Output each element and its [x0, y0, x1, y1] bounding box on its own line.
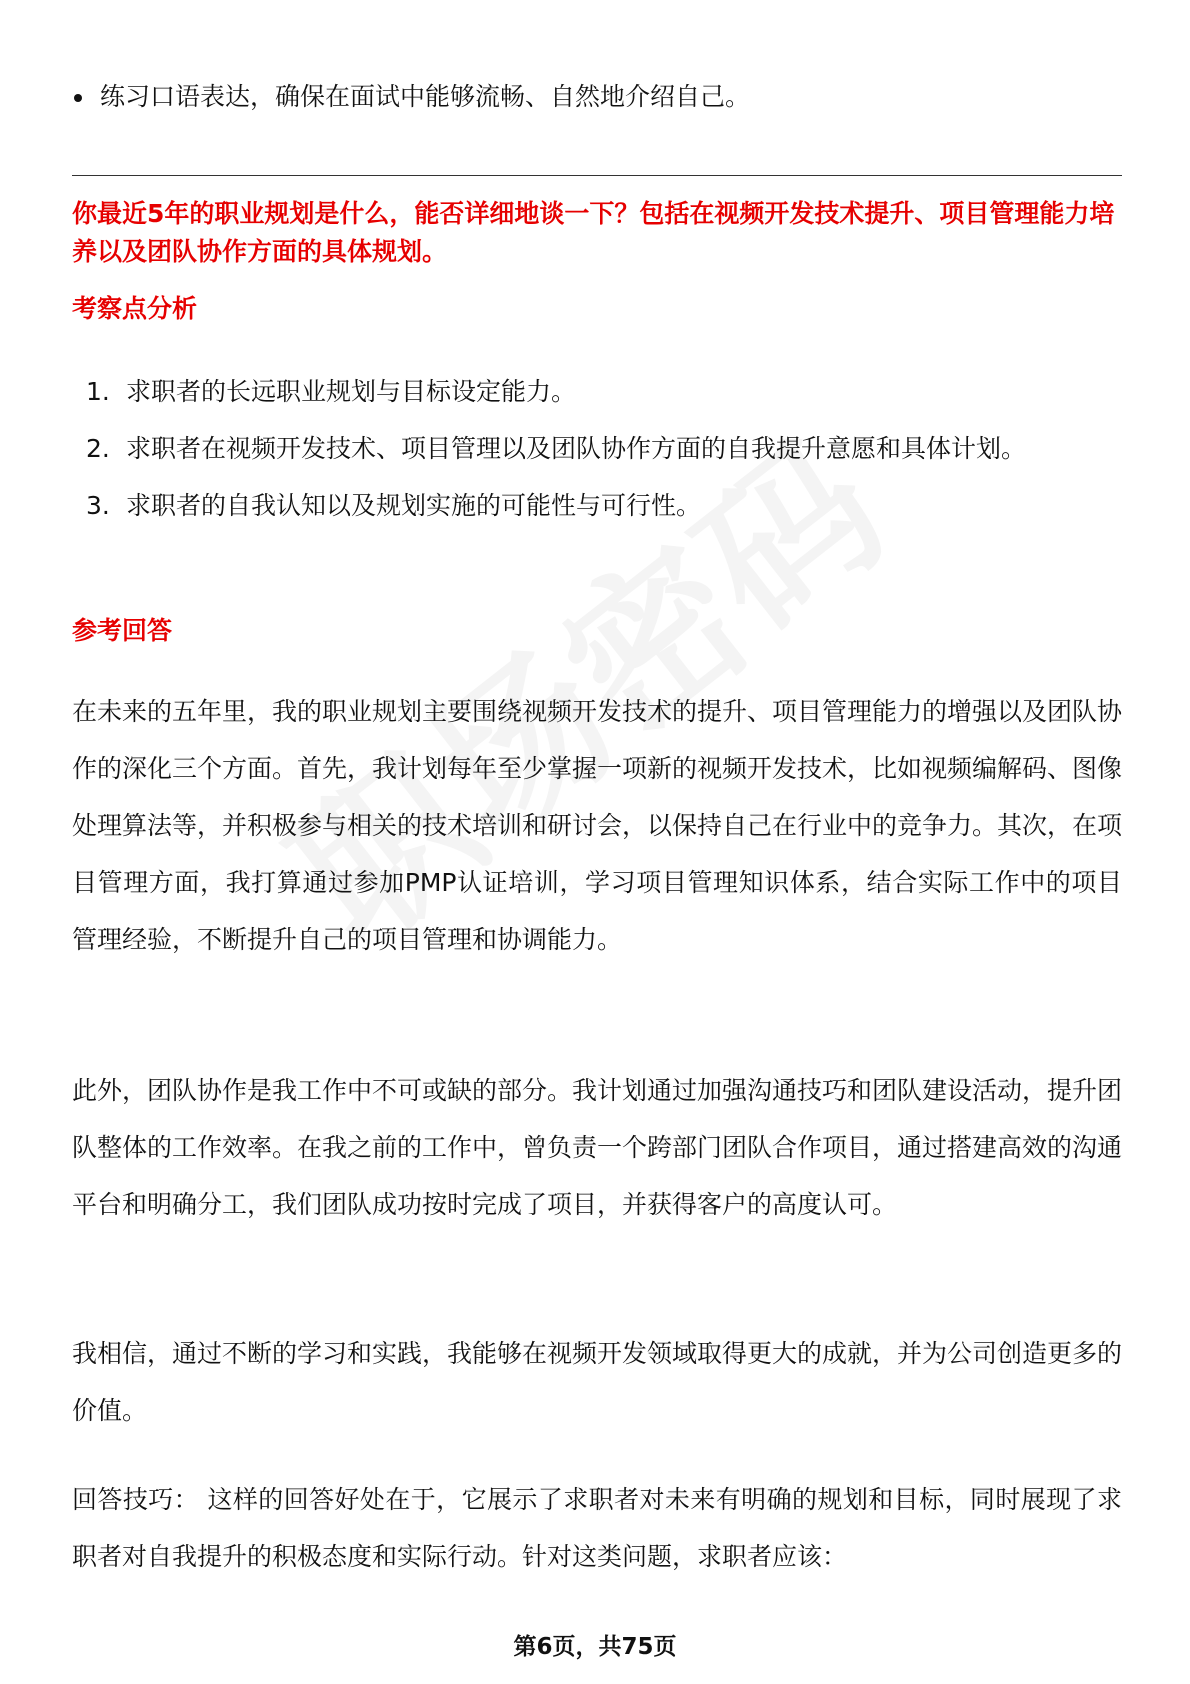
list-item-text: 求职者在视频开发技术、项目管理以及团队协作方面的自我提升意愿和具体计划。: [126, 434, 1027, 463]
bullet-item: 练习口语表达，确保在面试中能够流畅、自然地介绍自己。: [100, 78, 750, 116]
divider: [72, 175, 1122, 176]
answer-paragraph: 我相信，通过不断的学习和实践，我能够在视频开发领域取得更大的成就，并为公司创造更多的价值。: [72, 1339, 1123, 1425]
list-item-text: 求职者的长远职业规划与目标设定能力。: [126, 377, 577, 406]
list-number: 3.: [86, 491, 110, 520]
answer-paragraph: 在未来的五年里，我的职业规划主要围绕视频开发技术的提升、项目管理能力的增强以及团队协作的深化三个方面。首先，我计划每年至少掌握一项新的视频开发技术，比如视频编解码、图像处理算法等，并积极参与相关的技术培训和研讨会，以保持自己在行业中的竞争力。其次，在项目管理方面，我打算通过参加PMP认证培训，学习项目管理知识体系，结合实际工作中的项目管理经验，不断提升自己的项目管理和协调能力。: [72, 697, 1123, 954]
list-item: [72, 477, 1122, 534]
question-heading: 你最近5年的职业规划是什么，能否详细地谈一下？包括在视频开发技术提升、项目管理能力培养以及团队协作方面的具体规划。: [72, 199, 1115, 266]
list-number: 2.: [86, 434, 110, 463]
list-item-text: 求职者的自我认知以及规划实施的可能性与可行性。: [126, 491, 702, 520]
answer-paragraph: 此外，团队协作是我工作中不可或缺的部分。我计划通过加强沟通技巧和团队建设活动，提升团队整体的工作效率。在我之前的工作中，曾负责一个跨部门团队合作项目，通过搭建高效的沟通平台和明确分工，我们团队成功按时完成了项目，并获得客户的高度认可。: [72, 1076, 1123, 1219]
analysis-list: [72, 363, 1122, 534]
answer-tip-paragraph: 回答技巧： 这样的回答好处在于，它展示了求职者对未来有明确的规划和目标，同时展现了求职者对自我提升的积极态度和实际行动。针对这类问题，求职者应该：: [72, 1485, 1122, 1571]
list-item: [72, 420, 1122, 477]
analysis-title: 考察点分析: [72, 294, 198, 323]
list-number: 1.: [86, 377, 110, 406]
list-item: [72, 363, 1122, 420]
answer-title: 参考回答: [72, 616, 173, 645]
page-footer: 第6页，共75页: [513, 1634, 677, 1660]
